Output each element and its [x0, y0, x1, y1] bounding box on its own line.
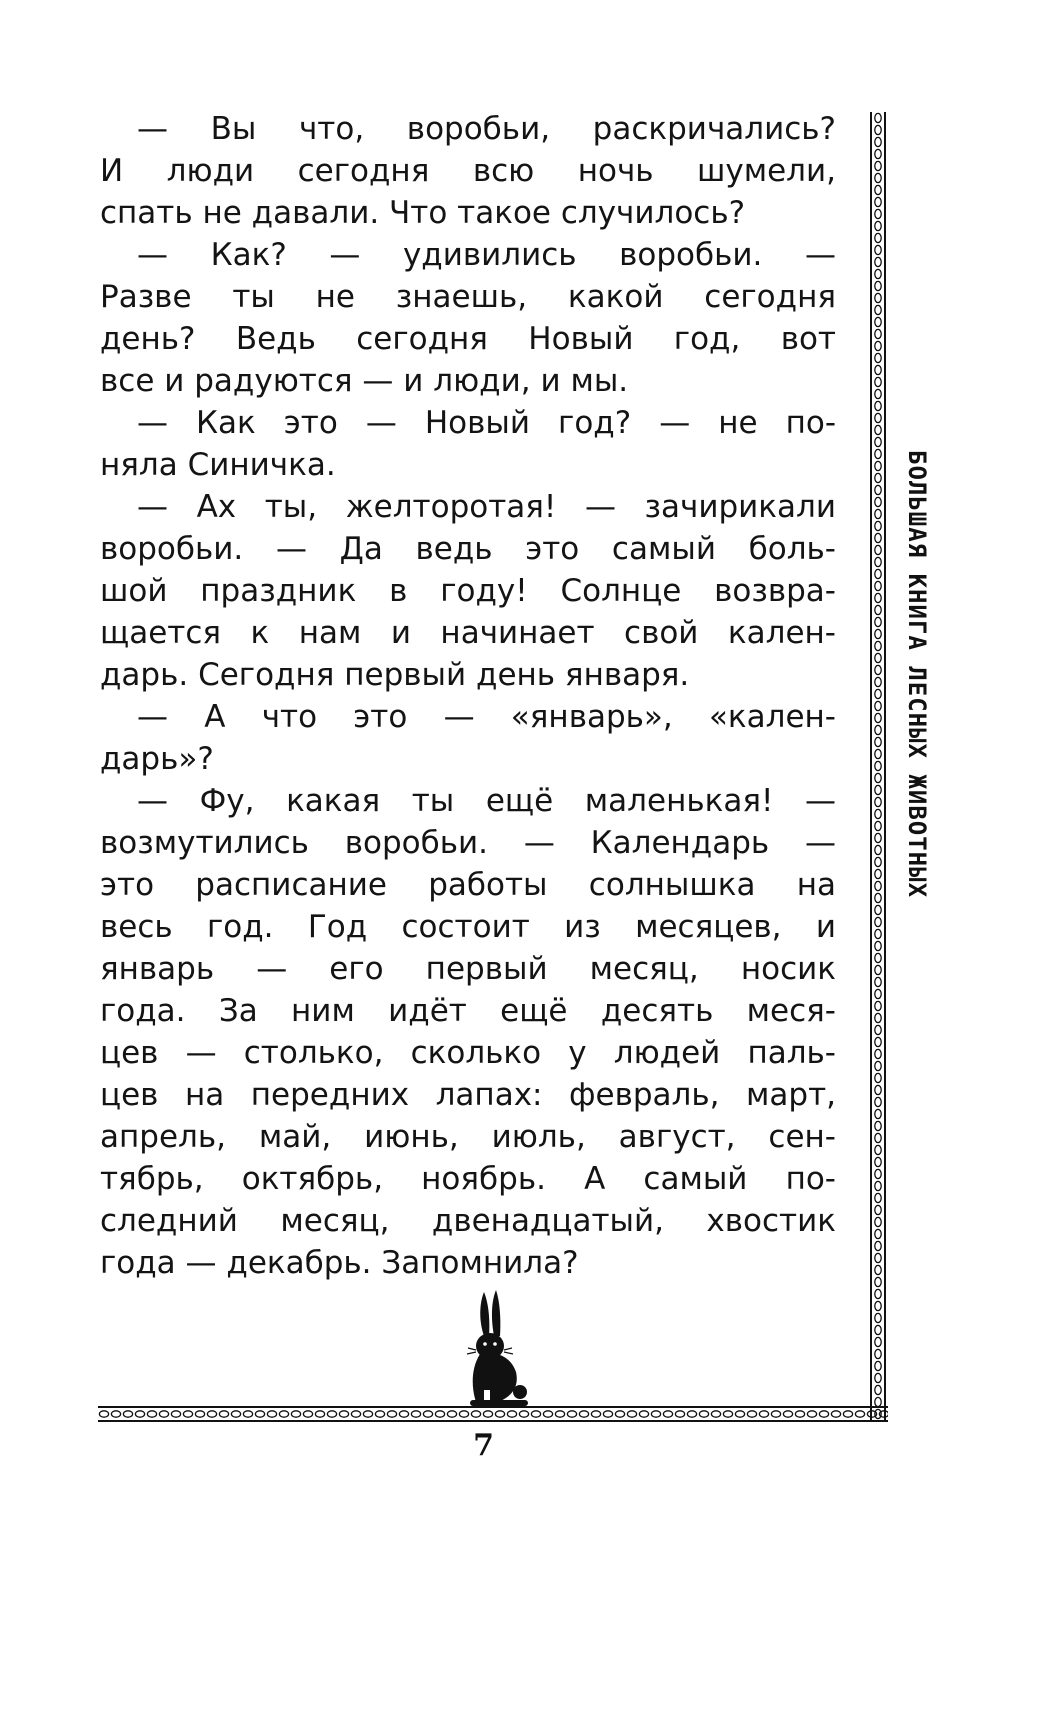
text-line: весь год. Год состоит из месяцев, и: [100, 909, 836, 945]
text-line: года. За ним идёт ещё десять меся-: [100, 993, 836, 1029]
text-line: воробьи. — Да ведь это самый боль-: [100, 531, 836, 567]
text-line: возмутились воробьи. — Календарь —: [100, 825, 836, 861]
text-line: шой праздник в году! Солнце возвра-: [100, 573, 836, 609]
text-line: день? Ведь сегодня Новый год, вот: [100, 321, 836, 357]
text-line: дарь»?: [100, 741, 214, 777]
text-line: И люди сегодня всю ночь шумели,: [100, 153, 836, 189]
body-text: [100, 108, 836, 1284]
page-number: 7: [473, 1428, 494, 1463]
text-line: няла Синичка.: [100, 447, 336, 483]
text-line: — Вы что, воробьи, раскричались?: [137, 111, 836, 147]
text-line: дарь. Сегодня первый день января.: [100, 657, 690, 693]
text-line: апрель, май, июнь, июль, август, сен-: [100, 1119, 836, 1155]
text-line: Разве ты не знаешь, какой сегодня: [100, 279, 836, 315]
rabbit-icon: [462, 1288, 538, 1408]
text-line: — Как? — удивились воробьи. —: [137, 237, 836, 273]
text-line: это расписание работы солнышка на: [100, 867, 836, 903]
text-line: спать не давали. Что такое случилось?: [100, 195, 746, 231]
text-line: — Как это — Новый год? — не по-: [137, 405, 836, 441]
text-line: цев — столько, сколько у людей паль-: [100, 1035, 836, 1071]
text-line: — Фу, какая ты ещё маленькая! —: [137, 783, 836, 819]
text-line: щается к нам и начинает свой кален-: [100, 615, 836, 651]
text-line: — Ах ты, желторотая! — зачирикали: [137, 489, 836, 525]
text-line: — А что это — «январь», «кален-: [137, 699, 836, 735]
text-line: все и радуются — и люди, и мы.: [100, 363, 629, 399]
text-line: года — декабрь. Запомнила?: [100, 1245, 579, 1281]
text-line: тябрь, октябрь, ноябрь. А самый по-: [100, 1161, 836, 1197]
running-head-title: БОЛЬШАЯ КНИГА ЛЕСНЫХ ЖИВОТНЫХ: [903, 450, 931, 899]
chain-border-right: [868, 112, 888, 1422]
text-line: цев на передних лапах: февраль, март,: [100, 1077, 836, 1113]
text-line: январь — его первый месяц, носик: [100, 951, 836, 987]
text-line: следний месяц, двенадцатый, хвостик: [100, 1203, 836, 1239]
